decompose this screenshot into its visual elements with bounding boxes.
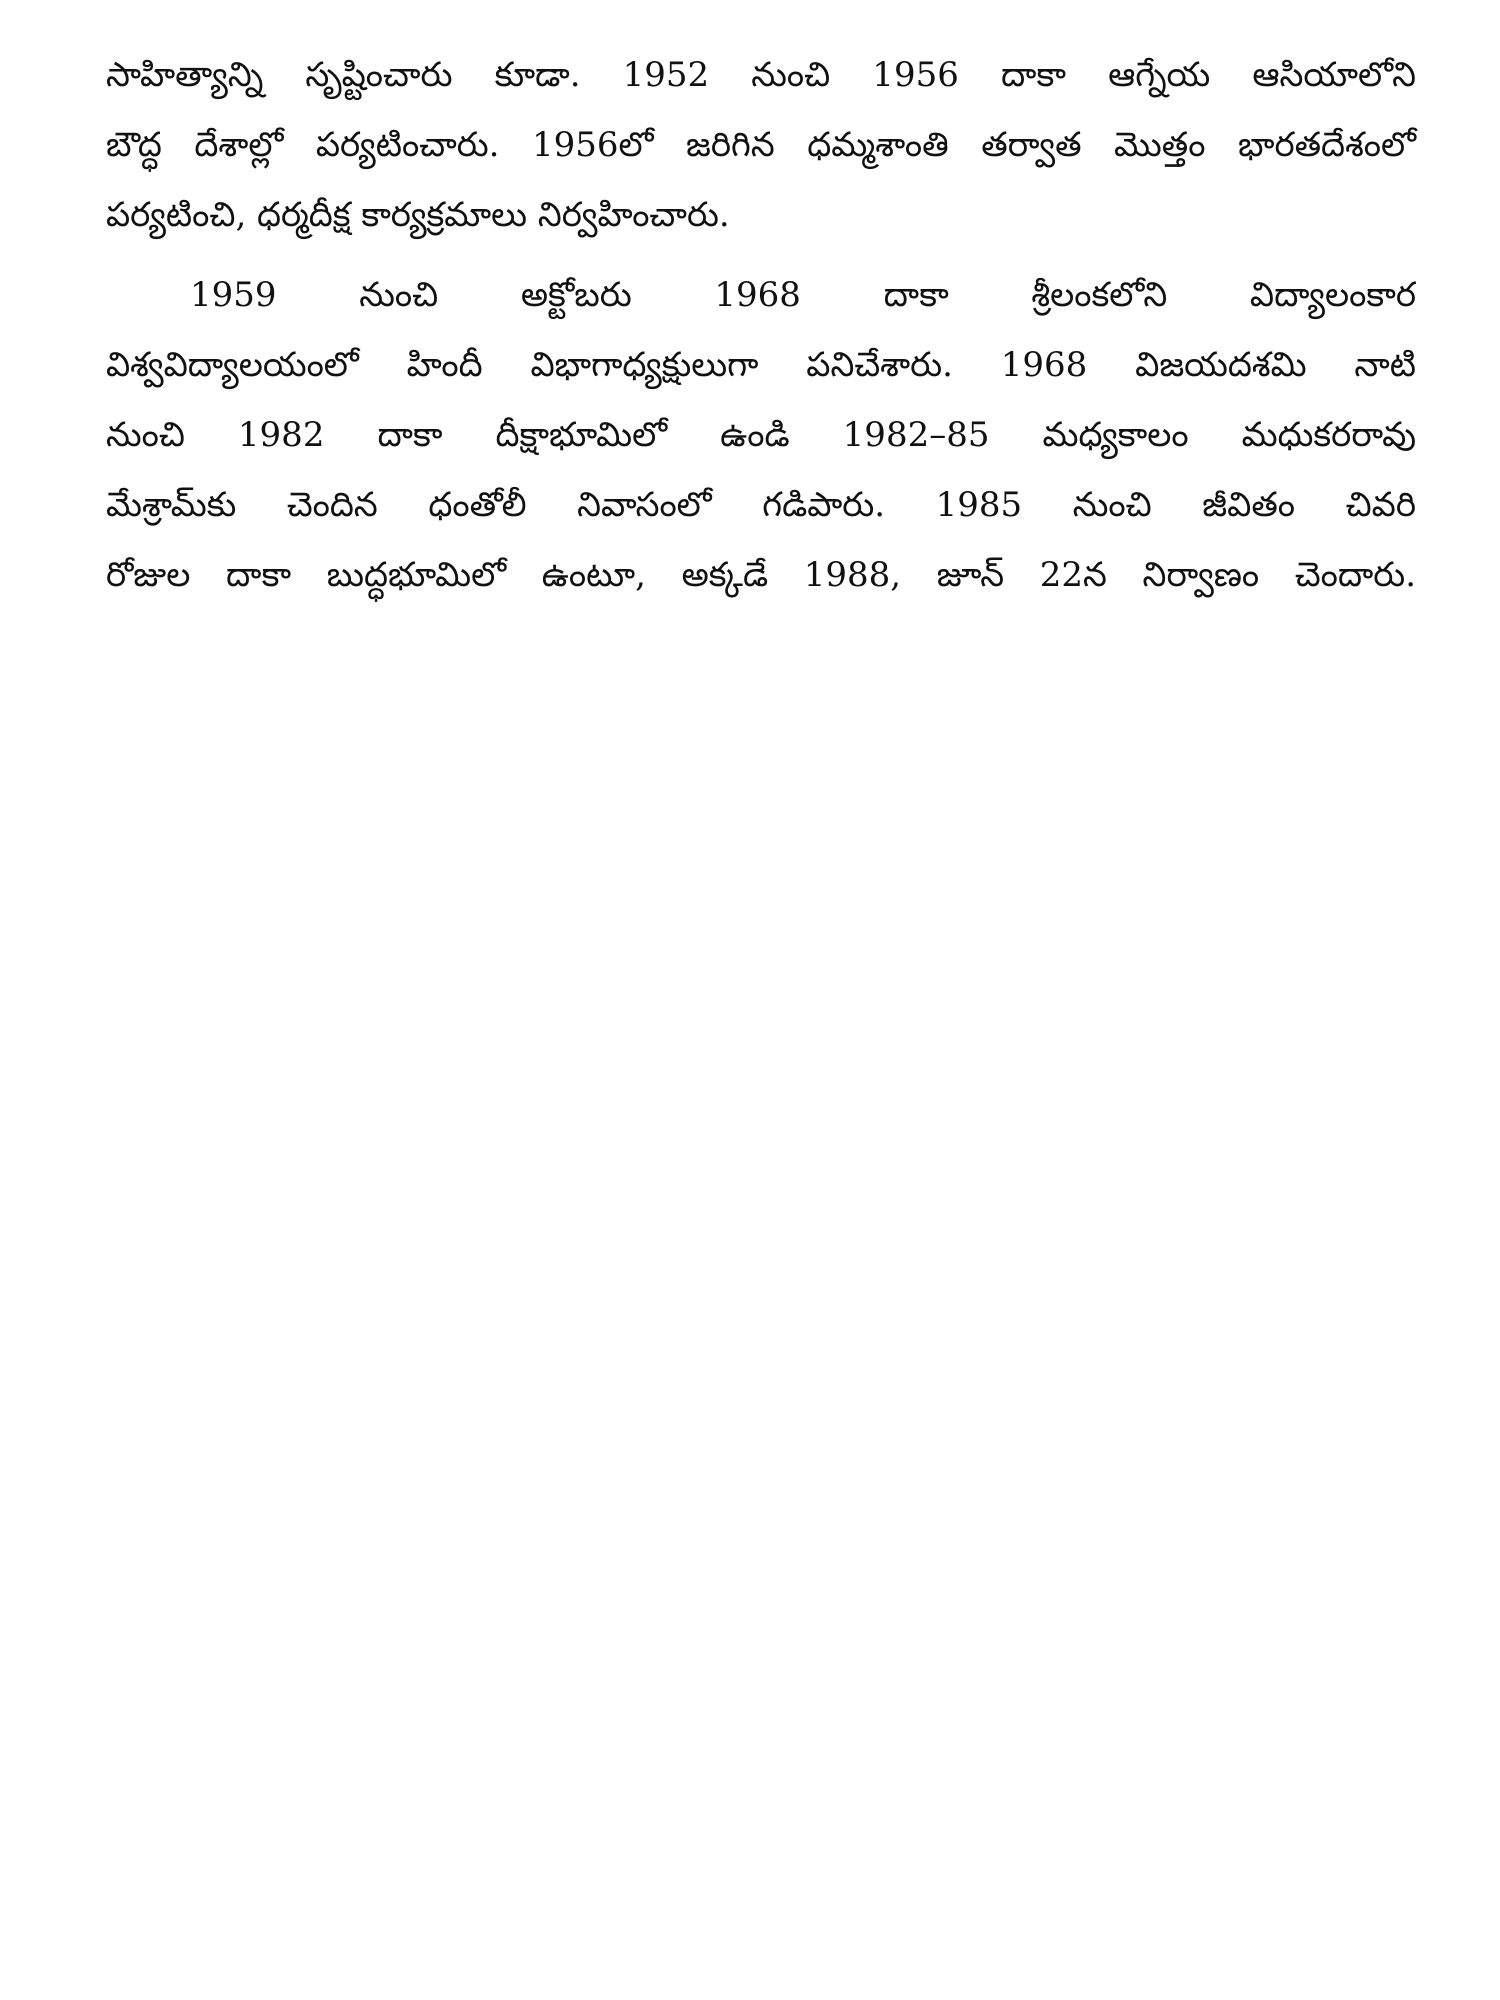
body-text <box>106 40 1416 610</box>
paragraph-1 <box>106 40 1416 250</box>
paragraph-line: 1959 నుంచి అక్టోబరు 1968 దాకా శ్రీలంకలోని విద్యాలంకార <box>190 275 1416 315</box>
paragraph-line: సాహిత్యాన్ని సృష్టించారు కూడా. 1952 నుంచి 1956 దాకా ఆగ్నేయ ఆసియాలోని <box>106 55 1416 95</box>
paragraph-line: పర్యటించి, ధర్మదీక్ష కార్యక్రమాలు నిర్వహించారు. <box>106 195 730 235</box>
paragraph-2 <box>106 260 1416 610</box>
paragraph-line: బౌద్ధ దేశాల్లో పర్యటించారు. 1956లో జరిగిన ధమ్మశాంతి తర్వాత మొత్తం భారతదేశంలో <box>106 125 1416 165</box>
paragraph-line: రోజుల దాకా బుద్ధభూమిలో ఉంటూ, అక్కడే 1988, జూన్ 22న నిర్వాణం చెందారు. <box>106 555 1416 595</box>
paragraph-line: మేశ్రామ్‌కు చెందిన ధంతోలీ నివాసంలో గడిపారు. 1985 నుంచి జీవితం చివరి <box>106 485 1416 525</box>
paragraph-line: విశ్వవిద్యాలయంలో హిందీ విభాగాధ్యక్షులుగా పనిచేశారు. 1968 విజయదశమి నాటి <box>106 345 1416 385</box>
paragraph-line: నుంచి 1982 దాకా దీక్షాభూమిలో ఉండి 1982–85 మధ్యకాలం మధుకరరావు <box>106 415 1416 455</box>
paragraph-spacer <box>106 250 1416 260</box>
